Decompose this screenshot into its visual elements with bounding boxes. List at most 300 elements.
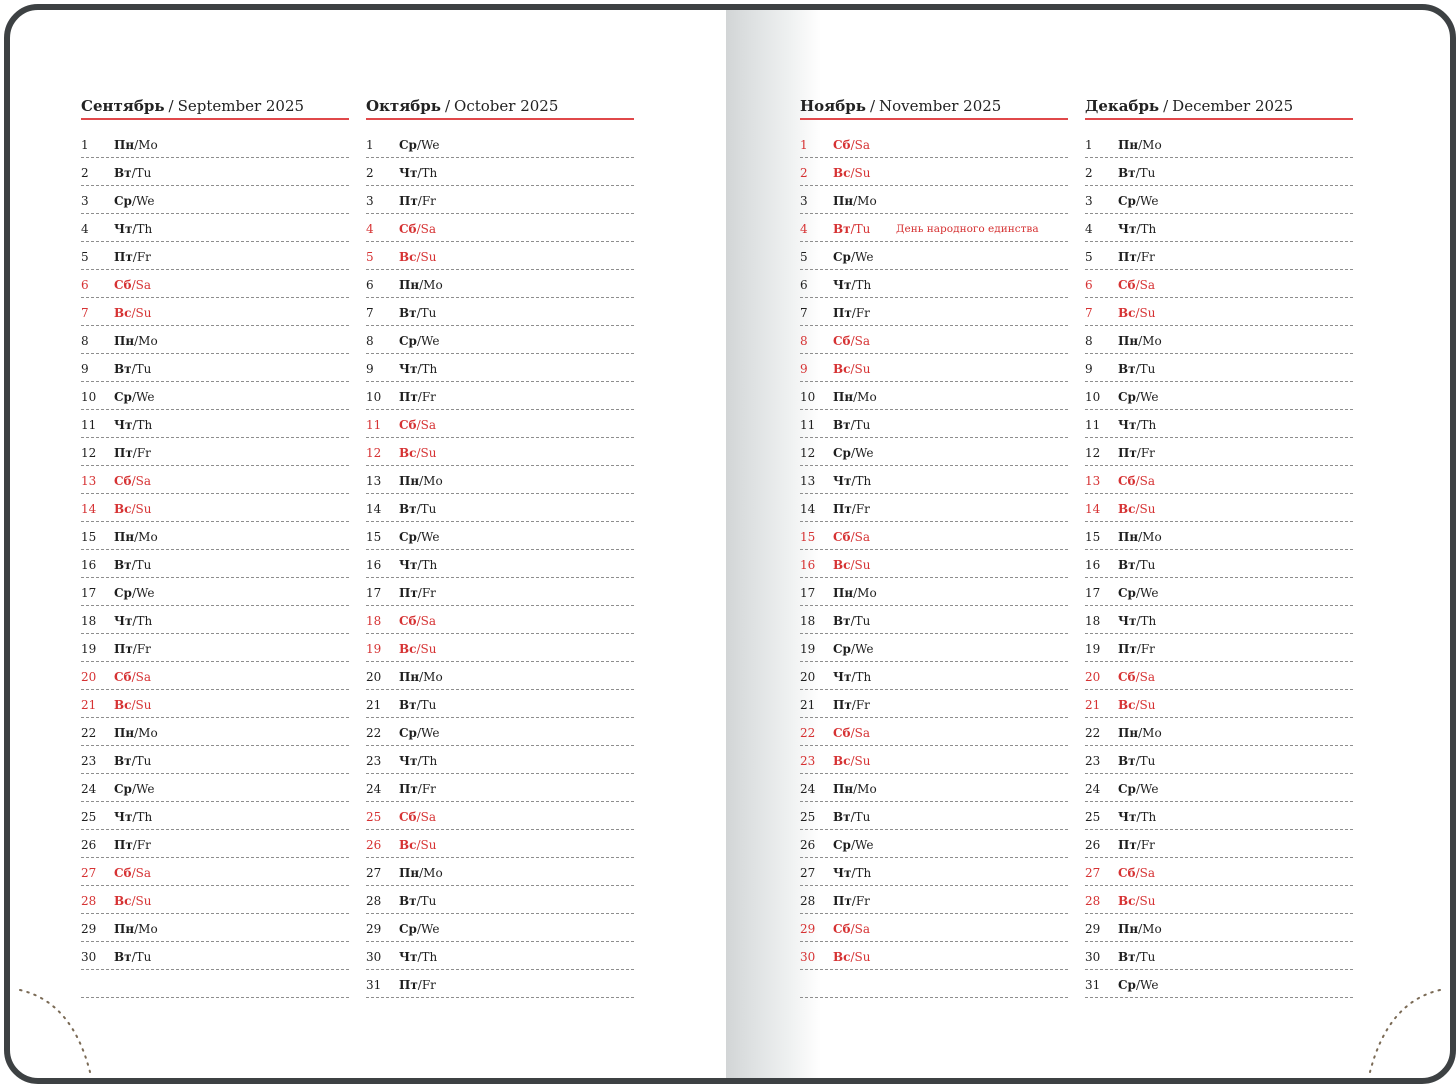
weekday-en: We (1140, 586, 1159, 600)
weekday-en: Tu (854, 418, 871, 432)
weekday-separator: / (851, 698, 856, 712)
weekday-en: Tu (1139, 754, 1156, 768)
month-separator: / (444, 97, 451, 115)
weekday-ru: Вс (833, 362, 851, 376)
month-december (1085, 96, 1353, 998)
day-number: 27 (81, 866, 97, 880)
day-row (81, 830, 349, 858)
weekday-separator: / (1136, 642, 1141, 656)
weekday-separator: / (850, 922, 855, 936)
day-number: 6 (1085, 278, 1093, 292)
weekday-ru: Вс (399, 838, 417, 852)
day-row (800, 354, 1068, 382)
day-number: 3 (81, 194, 89, 208)
weekday-en: Tu (854, 614, 871, 628)
day-row (1085, 158, 1353, 186)
weekday-separator: / (1135, 306, 1140, 320)
weekday-en: Su (854, 362, 871, 376)
weekday-ru: Вс (833, 166, 851, 180)
month-name-en: October 2025 (454, 97, 559, 115)
weekday-ru: Пт (399, 586, 418, 600)
weekday-en: We (136, 782, 155, 796)
weekday-separator: / (417, 194, 422, 208)
weekday-separator: / (416, 810, 421, 824)
day-number: 1 (800, 138, 808, 152)
weekday-ru: Пт (399, 978, 418, 992)
day-row (366, 214, 634, 242)
day-number: 16 (366, 558, 382, 572)
day-row (1085, 382, 1353, 410)
weekday-en: Mo (857, 390, 877, 404)
weekday-ru: Пн (399, 670, 420, 684)
weekday-ru: Вс (1118, 698, 1136, 712)
day-row (1085, 690, 1353, 718)
month-name-en: September 2025 (177, 97, 305, 115)
weekday-en: Th (855, 670, 872, 684)
month-separator: / (869, 97, 875, 115)
day-row (800, 494, 1068, 522)
weekday-en: Su (135, 306, 152, 320)
weekday-en: Mo (1142, 138, 1162, 152)
day-number: 3 (366, 194, 374, 208)
day-number: 15 (1085, 530, 1101, 544)
weekday-ru: Сб (833, 726, 851, 740)
day-number: 23 (800, 754, 816, 768)
weekday-en: Mo (138, 530, 158, 544)
day-row (800, 410, 1068, 438)
weekday-en: Th (855, 866, 872, 880)
weekday-separator: / (416, 446, 421, 460)
weekday-separator: / (419, 866, 424, 880)
day-number: 6 (81, 278, 89, 292)
weekday-en: We (855, 838, 874, 852)
day-row (81, 942, 349, 970)
day-row (366, 522, 634, 550)
day-number: 24 (366, 782, 382, 796)
weekday-ru: Вс (399, 250, 417, 264)
weekday-en: Fr (1140, 250, 1155, 264)
weekday-en: Th (421, 950, 438, 964)
weekday-ru: Пн (1118, 922, 1139, 936)
day-number: 29 (81, 922, 97, 936)
weekday-ru: Чт (114, 418, 133, 432)
weekday-separator: / (417, 950, 422, 964)
day-row (800, 522, 1068, 550)
day-number: 8 (1085, 334, 1093, 348)
month-name-en: December 2025 (1172, 97, 1294, 115)
weekday-ru: Ср (833, 446, 851, 460)
weekday-ru: Пн (114, 922, 135, 936)
day-number: 21 (366, 698, 382, 712)
day-row (800, 578, 1068, 606)
weekday-en: We (421, 530, 440, 544)
day-row (81, 578, 349, 606)
day-row (81, 270, 349, 298)
day-row (366, 578, 634, 606)
weekday-en: Su (135, 502, 152, 516)
day-number: 13 (800, 474, 816, 488)
day-row (800, 746, 1068, 774)
day-number: 4 (81, 222, 89, 236)
day-row (1085, 718, 1353, 746)
weekday-separator: / (416, 306, 421, 320)
weekday-separator: / (131, 782, 136, 796)
weekday-separator: / (132, 250, 137, 264)
weekday-en: Sa (854, 334, 870, 348)
day-number: 30 (366, 950, 382, 964)
weekday-ru: Вт (114, 558, 132, 572)
weekday-ru: Вс (1118, 894, 1136, 908)
weekday-separator: / (1136, 810, 1141, 824)
day-number: 9 (81, 362, 89, 376)
weekday-en: Su (1139, 698, 1156, 712)
weekday-separator: / (132, 614, 137, 628)
weekday-separator: / (850, 250, 855, 264)
day-row (1085, 130, 1353, 158)
day-number: 1 (1085, 138, 1093, 152)
day-number: 7 (366, 306, 374, 320)
weekday-ru: Сб (833, 922, 851, 936)
weekday-en: Sa (420, 418, 436, 432)
day-row (81, 242, 349, 270)
weekday-separator: / (1138, 334, 1143, 348)
day-row (800, 634, 1068, 662)
weekday-en: Su (135, 698, 152, 712)
day-number: 21 (800, 698, 816, 712)
day-row (366, 550, 634, 578)
weekday-en: Fr (136, 250, 151, 264)
month-header (1085, 96, 1353, 120)
day-number: 4 (366, 222, 374, 236)
day-row (1085, 466, 1353, 494)
weekday-separator: / (416, 614, 421, 628)
day-row (1085, 858, 1353, 886)
weekday-separator: / (416, 530, 421, 544)
left-page (10, 10, 726, 1078)
day-number: 28 (1085, 894, 1101, 908)
weekday-separator: / (850, 334, 855, 348)
day-number: 23 (366, 754, 382, 768)
weekday-en: Tu (420, 698, 437, 712)
weekday-ru: Чт (1118, 810, 1137, 824)
empty-row (800, 970, 1068, 998)
day-row (1085, 214, 1353, 242)
day-row (1085, 242, 1353, 270)
weekday-separator: / (1135, 586, 1140, 600)
day-number: 16 (800, 558, 816, 572)
day-row (1085, 802, 1353, 830)
weekday-ru: Вс (833, 558, 851, 572)
weekday-separator: / (131, 502, 136, 516)
weekday-ru: Пн (399, 278, 420, 292)
weekday-ru: Чт (399, 950, 418, 964)
day-row (800, 942, 1068, 970)
day-row (1085, 634, 1353, 662)
weekday-ru: Чт (833, 866, 852, 880)
day-number: 20 (1085, 670, 1101, 684)
day-number: 16 (1085, 558, 1101, 572)
day-row (366, 298, 634, 326)
weekday-ru: Ср (833, 838, 851, 852)
weekday-separator: / (850, 138, 855, 152)
weekday-en: Su (1139, 306, 1156, 320)
day-row (366, 158, 634, 186)
weekday-separator: / (1136, 418, 1141, 432)
weekday-en: We (855, 250, 874, 264)
day-number: 8 (800, 334, 808, 348)
weekday-en: Fr (421, 782, 436, 796)
day-number: 10 (366, 390, 382, 404)
weekday-ru: Вт (399, 306, 417, 320)
weekday-en: We (421, 922, 440, 936)
day-number: 10 (81, 390, 97, 404)
day-number: 28 (366, 894, 382, 908)
day-row (366, 774, 634, 802)
day-number: 18 (800, 614, 816, 628)
weekday-en: Sa (135, 670, 151, 684)
weekday-en: Su (1139, 502, 1156, 516)
weekday-en: Sa (135, 278, 151, 292)
weekday-separator: / (1136, 614, 1141, 628)
weekday-en: We (421, 334, 440, 348)
weekday-ru: Пт (833, 698, 852, 712)
day-row (81, 774, 349, 802)
weekday-ru: Чт (114, 614, 133, 628)
day-row (800, 382, 1068, 410)
empty-row (81, 970, 349, 998)
weekday-ru: Вт (833, 810, 851, 824)
day-row (366, 914, 634, 942)
weekday-en: We (136, 390, 155, 404)
weekday-ru: Чт (1118, 614, 1137, 628)
weekday-en: Mo (138, 922, 158, 936)
weekday-separator: / (134, 922, 139, 936)
weekday-ru: Вт (1118, 950, 1136, 964)
day-row (800, 214, 1068, 242)
day-row (1085, 354, 1353, 382)
weekday-ru: Вс (114, 894, 132, 908)
weekday-en: Mo (423, 866, 443, 880)
weekday-separator: / (851, 306, 856, 320)
day-row (1085, 830, 1353, 858)
day-row (366, 382, 634, 410)
day-row (1085, 662, 1353, 690)
weekday-separator: / (853, 586, 858, 600)
weekday-ru: Вт (114, 950, 132, 964)
weekday-en: Tu (854, 810, 871, 824)
weekday-ru: Вс (114, 698, 132, 712)
weekday-separator: / (131, 194, 136, 208)
day-row (366, 438, 634, 466)
weekday-ru: Чт (399, 362, 418, 376)
day-row (81, 326, 349, 354)
day-number: 10 (1085, 390, 1101, 404)
weekday-ru: Ср (114, 390, 132, 404)
day-row (1085, 550, 1353, 578)
weekday-separator: / (1138, 530, 1143, 544)
day-row (1085, 326, 1353, 354)
day-number: 8 (366, 334, 374, 348)
weekday-separator: / (1136, 838, 1141, 852)
weekday-ru: Пн (1118, 334, 1139, 348)
weekday-en: Mo (1142, 530, 1162, 544)
day-number: 1 (81, 138, 89, 152)
weekday-ru: Пт (399, 194, 418, 208)
day-number: 5 (366, 250, 374, 264)
day-number: 22 (81, 726, 97, 740)
weekday-ru: Вт (399, 894, 417, 908)
weekday-en: Tu (1139, 558, 1156, 572)
day-number: 27 (366, 866, 382, 880)
weekday-ru: Вс (1118, 502, 1136, 516)
weekday-ru: Пт (1118, 446, 1137, 460)
weekday-en: Mo (857, 782, 877, 796)
weekday-en: Mo (857, 586, 877, 600)
day-row (81, 186, 349, 214)
day-row (81, 298, 349, 326)
day-number: 28 (81, 894, 97, 908)
right-page (726, 10, 1450, 1078)
weekday-separator: / (131, 894, 136, 908)
weekday-en: Sa (135, 866, 151, 880)
day-number: 30 (800, 950, 816, 964)
day-number: 26 (366, 838, 382, 852)
day-row (366, 410, 634, 438)
weekday-en: Tu (420, 306, 437, 320)
weekday-ru: Сб (114, 670, 132, 684)
weekday-separator: / (1135, 194, 1140, 208)
weekday-separator: / (416, 642, 421, 656)
weekday-ru: Сб (399, 222, 417, 236)
weekday-separator: / (419, 670, 424, 684)
day-row (366, 858, 634, 886)
weekday-en: Su (420, 250, 437, 264)
weekday-separator: / (1136, 222, 1141, 236)
day-row (81, 718, 349, 746)
weekday-ru: Сб (399, 614, 417, 628)
weekday-separator: / (419, 278, 424, 292)
day-number: 13 (366, 474, 382, 488)
day-row (800, 186, 1068, 214)
day-number: 5 (81, 250, 89, 264)
weekday-separator: / (132, 642, 137, 656)
day-row (1085, 270, 1353, 298)
day-number: 17 (1085, 586, 1101, 600)
day-row (1085, 774, 1353, 802)
month-name-ru: Сентябрь (81, 97, 165, 115)
weekday-separator: / (416, 698, 421, 712)
weekday-separator: / (134, 138, 139, 152)
weekday-separator: / (1135, 278, 1140, 292)
day-row (81, 354, 349, 382)
weekday-en: Sa (854, 138, 870, 152)
weekday-separator: / (850, 614, 855, 628)
day-number: 9 (366, 362, 374, 376)
weekday-ru: Ср (114, 194, 132, 208)
day-number: 31 (366, 978, 382, 992)
day-row (366, 326, 634, 354)
day-number: 20 (366, 670, 382, 684)
weekday-en: Su (854, 558, 871, 572)
weekday-ru: Вс (1118, 306, 1136, 320)
weekday-ru: Вт (833, 222, 851, 236)
day-number: 22 (1085, 726, 1101, 740)
weekday-en: Tu (135, 950, 152, 964)
day-number: 28 (800, 894, 816, 908)
day-number: 2 (800, 166, 808, 180)
day-row (366, 690, 634, 718)
day-row (81, 522, 349, 550)
weekday-ru: Вт (114, 166, 132, 180)
weekday-separator: / (1135, 782, 1140, 796)
month-name-ru: Декабрь (1085, 97, 1160, 115)
day-row (1085, 886, 1353, 914)
month-header (800, 96, 1068, 120)
day-number: 26 (1085, 838, 1101, 852)
day-row (81, 886, 349, 914)
weekday-en: Fr (855, 698, 870, 712)
day-row (800, 774, 1068, 802)
weekday-separator: / (131, 950, 136, 964)
day-row (366, 718, 634, 746)
day-number: 2 (366, 166, 374, 180)
day-row (1085, 522, 1353, 550)
weekday-ru: Ср (114, 782, 132, 796)
weekday-ru: Сб (399, 810, 417, 824)
weekday-ru: Вт (1118, 166, 1136, 180)
weekday-en: Tu (420, 502, 437, 516)
weekday-en: Fr (1140, 446, 1155, 460)
day-list (1085, 130, 1353, 998)
weekday-separator: / (132, 810, 137, 824)
weekday-en: Th (421, 166, 438, 180)
day-row (1085, 942, 1353, 970)
weekday-ru: Чт (1118, 418, 1137, 432)
day-number: 22 (366, 726, 382, 740)
weekday-en: Sa (854, 922, 870, 936)
weekday-ru: Пт (833, 306, 852, 320)
weekday-ru: Вт (399, 502, 417, 516)
weekday-separator: / (1135, 950, 1140, 964)
weekday-separator: / (850, 558, 855, 572)
day-row (81, 494, 349, 522)
month-header (81, 96, 349, 120)
day-number: 14 (1085, 502, 1101, 516)
weekday-en: Sa (854, 530, 870, 544)
weekday-en: Sa (1139, 474, 1155, 488)
weekday-ru: Сб (833, 334, 851, 348)
day-number: 20 (81, 670, 97, 684)
weekday-en: Tu (135, 558, 152, 572)
weekday-ru: Вт (399, 698, 417, 712)
weekday-separator: / (131, 306, 136, 320)
weekday-ru: Ср (1118, 390, 1136, 404)
month-october (366, 96, 634, 998)
day-number: 18 (81, 614, 97, 628)
weekday-ru: Вс (399, 446, 417, 460)
weekday-separator: / (131, 866, 136, 880)
day-row (800, 886, 1068, 914)
weekday-en: Fr (421, 586, 436, 600)
weekday-en: Sa (1139, 278, 1155, 292)
day-row (81, 438, 349, 466)
day-row (1085, 494, 1353, 522)
weekday-en: Su (420, 838, 437, 852)
day-number: 11 (366, 418, 382, 432)
weekday-ru: Пн (114, 726, 135, 740)
weekday-ru: Сб (1118, 278, 1136, 292)
day-number: 7 (81, 306, 89, 320)
